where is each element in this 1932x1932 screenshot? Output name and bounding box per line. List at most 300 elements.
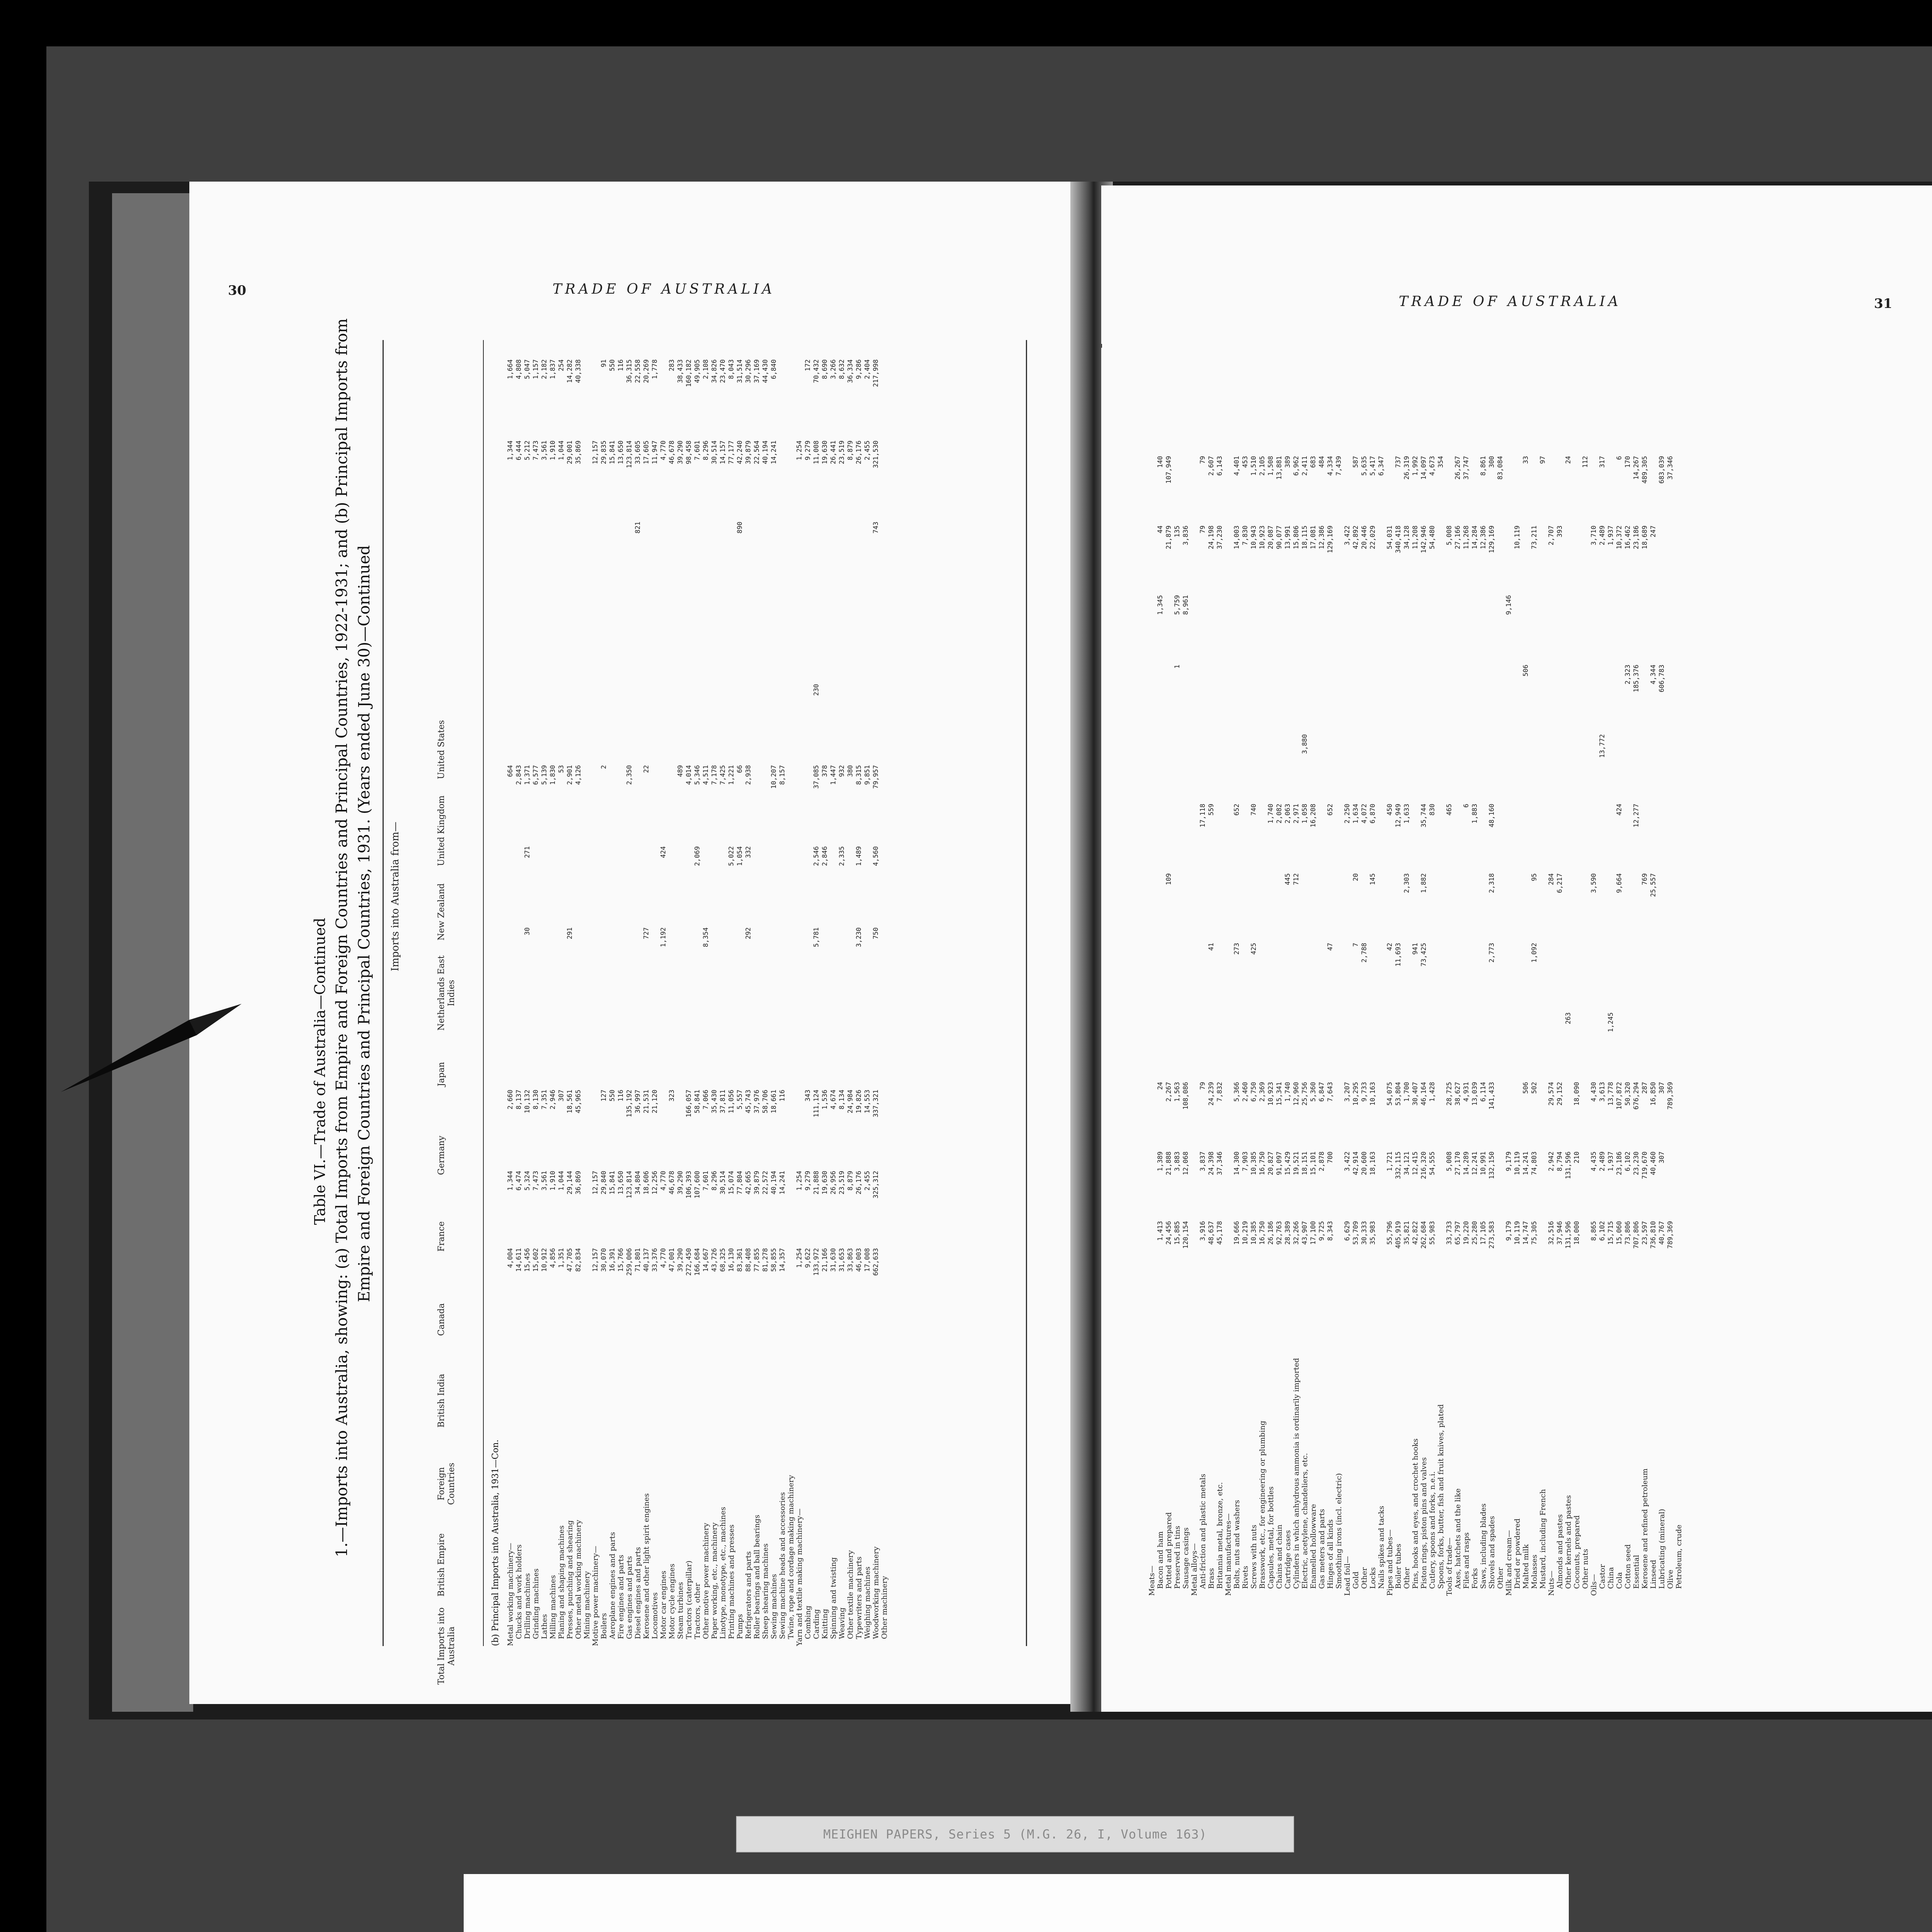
right-cell [1309,1012,1318,1066]
left-cell: 26,441 [830,440,837,464]
right-cell [1411,595,1420,649]
right-cell [1411,1012,1420,1066]
right-cell: 30,407 [1412,1082,1419,1106]
right-cell: 107,872 [1616,1082,1623,1110]
left-cell [668,603,676,661]
right-cell: 185,376 [1633,665,1640,692]
right-cell [1258,943,1267,997]
right-cell: 1,937 [1607,1151,1615,1172]
right-cell: 10,385 [1250,1221,1258,1245]
right-cell [1573,526,1581,580]
right-cell [1505,804,1513,858]
right-cell [1377,1082,1386,1136]
left-cell [515,1009,523,1066]
left-cell [515,927,523,985]
right-cell: 15,806 [1293,526,1300,549]
left-cell [591,359,600,417]
right-cell: 3,422 [1344,1151,1351,1172]
right-cell [1454,734,1462,788]
right-cell: 65,797 [1454,1221,1462,1245]
left-cell [846,1009,855,1066]
left-cell [617,603,625,661]
right-cell [1556,1012,1564,1066]
right-cell: 40,460 [1650,1151,1657,1175]
left-cell: 40,137 [643,1248,650,1272]
left-cell [778,522,787,580]
right-cell [1479,943,1488,997]
right-cell [1530,734,1539,788]
left-cell [804,1009,812,1066]
left-cell: 24,984 [847,1090,854,1114]
right-cell [1564,1082,1573,1136]
left-cell: 29,144 [566,1171,574,1195]
left-cell: 33,863 [847,1248,854,1272]
right-cell [1258,804,1267,858]
left-cell: 7,601 [694,440,701,461]
right-cell: 92,763 [1276,1221,1283,1245]
right-cell [1641,943,1649,997]
left-cell: 15,841 [609,440,616,464]
left-cell [753,927,761,985]
right-row-label: Lubricating (mineral) [1658,1509,1666,1589]
left-cell: 29,835 [600,440,608,464]
right-cell [1165,1012,1173,1066]
left-row-label: Knitting [821,1609,829,1639]
left-cell [549,927,557,985]
left-cell [574,603,583,661]
left-cell: 29,001 [566,440,574,464]
right-cell [1445,595,1454,649]
left-cell: 5,346 [694,765,701,785]
right-cell: 6 [1616,456,1623,460]
right-cell: 2,788 [1361,943,1368,963]
left-cell: 23,519 [838,440,846,464]
left-cell [685,1009,693,1066]
right-cell [1165,665,1173,719]
right-cell: 12,386 [1318,526,1326,549]
left-cell: 39,290 [677,1171,684,1195]
left-cell [778,684,787,742]
right-cell: 2,971 [1293,804,1300,824]
right-col-germany [1148,804,1658,858]
left-cell [532,927,540,985]
right-cell: 247 [1650,526,1657,537]
right-cell: 683,039 [1658,456,1666,484]
right-cell [1241,804,1250,858]
right-cell [1267,734,1275,788]
left-row-label: Woodworking machinery [872,1546,880,1639]
left-cell: 79,957 [872,765,880,789]
right-cell [1581,1221,1590,1275]
left-cell: 70,432 [813,359,820,383]
left-cell: 77,855 [753,1248,761,1272]
left-cell: 1,837 [549,359,557,379]
right-cell: 24 [1565,456,1572,464]
right-cell [1479,873,1488,927]
right-cell [1513,456,1522,510]
right-cell [1624,873,1632,927]
right-row-label: Molasses [1530,1554,1539,1589]
right-cell [1343,665,1352,719]
left-col-france [506,846,880,904]
right-cell [1250,1012,1258,1066]
right-cell [1581,943,1590,997]
right-cell: 11,268 [1463,526,1470,549]
left-cell: 7,425 [719,765,727,785]
right-cell: 34,121 [1403,1151,1411,1175]
right-cell: 10,119 [1514,526,1521,549]
right-cell [1607,456,1615,510]
left-cell: 9,279 [804,1171,812,1191]
right-cell [1318,873,1326,927]
right-cell: 14,300 [1233,1151,1241,1175]
left-cell [608,603,617,661]
left-cell: 22 [643,765,650,773]
right-cell [1309,734,1318,788]
left-cell [719,846,727,904]
left-cell: 1,344 [507,1171,514,1191]
left-cell [863,522,872,580]
right-cell: 35,821 [1403,1221,1411,1245]
left-cell: 42,665 [745,1171,752,1195]
right-cell: 16,850 [1650,1082,1657,1106]
right-cell [1224,943,1233,997]
left-cell [753,522,761,580]
left-cell: 8,315 [855,765,863,785]
right-cell [1182,804,1190,858]
right-cell [1513,804,1522,858]
right-row-label: Other [1403,1567,1411,1589]
left-cell [804,765,812,823]
right-cell [1199,873,1207,927]
left-cell: 8,137 [515,1090,523,1110]
table-caption-line-1: 1.—Imports into Australia, showing: (a) Total Imports from Empire and Foreign Countries and Principal Countries, 1922-1931; and (b) Principal Imports from [333,318,351,1557]
left-cell [540,684,549,742]
right-cell: 9,146 [1505,595,1513,615]
right-cell [1522,734,1530,788]
left-cell [787,1090,795,1148]
right-cell [1216,665,1224,719]
right-cell: 740 [1250,804,1258,816]
right-cell [1275,1012,1284,1066]
left-cell [668,1009,676,1066]
right-row-label: Malted milk [1522,1544,1530,1589]
left-cell [515,846,523,904]
right-row-label: Enamelled hollowware [1309,1504,1318,1589]
right-cell [1224,873,1233,927]
right-cell [1530,804,1539,858]
right-row-label: Screws with nuts [1250,1524,1258,1589]
right-cell [1309,943,1318,997]
left-cell [693,522,702,580]
right-cell [1513,1012,1522,1066]
left-cell: 82,834 [575,1248,582,1272]
left-cell [778,1009,787,1066]
right-cell [1437,1082,1445,1136]
left-cell: 8,130 [532,1090,540,1110]
right-col-total [1148,1221,1675,1275]
right-cell [1284,734,1292,788]
left-cell [574,846,583,904]
right-row-label: Milk and cream— [1505,1530,1513,1596]
left-cell [795,603,804,661]
left-cell: 88,408 [745,1248,752,1272]
left-cell [872,603,880,661]
right-cell: 652 [1233,804,1241,816]
left-row-label: Sheep shearing machines [761,1543,770,1639]
right-cell: 2,303 [1403,873,1411,893]
left-cell: 39,290 [677,440,684,464]
right-cell [1573,456,1581,510]
left-cell: 259,006 [626,1248,633,1276]
left-row-label: Paper working, etc., machinery [710,1522,719,1639]
left-col-total [506,1248,880,1310]
left-cell: 36,997 [634,1090,642,1114]
right-cell: 6,114 [1480,1082,1487,1102]
right-cell: 559 [1208,804,1215,816]
left-cell [855,522,863,580]
right-cell [1573,734,1581,788]
right-cell: 95 [1531,873,1538,881]
right-cell [1522,873,1530,927]
left-cell [608,765,617,823]
left-cell [668,846,676,904]
left-cell: 15,766 [617,1248,625,1272]
right-cell [1224,526,1233,580]
left-cell: 1,910 [549,440,557,461]
right-cell: 129,169 [1327,526,1334,553]
right-cell [1479,804,1488,858]
left-cell: 45,743 [745,1090,752,1114]
left-row-label: Motor cycle engines [668,1563,676,1639]
left-cell [591,927,600,985]
right-cell: 1,510 [1250,456,1258,476]
left-cell [642,846,651,904]
left-cell [668,927,676,985]
left-cell: 7,066 [702,1090,710,1110]
right-cell: 11,693 [1395,943,1402,967]
left-row-label: Sewing machines [770,1574,778,1639]
right-cell: 18,163 [1369,1151,1377,1175]
left-cell [608,846,617,904]
right-cell: 24,198 [1208,526,1215,549]
right-cell [1258,734,1267,788]
left-cell: 30,514 [719,1171,727,1195]
right-cell: 15,101 [1310,1151,1317,1175]
page-number-left: 30 [228,283,247,298]
right-cell [1488,595,1496,649]
left-cell: 46,003 [855,1248,863,1272]
right-cell [1199,665,1207,719]
left-cell [829,1009,838,1066]
left-cell: 2,846 [821,846,829,866]
left-cell [846,603,855,661]
right-cell [1539,1221,1547,1275]
right-cell [1564,804,1573,858]
left-cell: 2,182 [541,359,548,379]
left-cell: 45,965 [575,1090,582,1114]
left-cell [523,684,532,742]
right-cell [1556,734,1564,788]
left-cell [625,927,634,985]
right-row-label: Olive [1666,1570,1675,1589]
left-cell [702,846,710,904]
right-cell: 37,346 [1216,1151,1224,1175]
left-cell [583,603,591,661]
left-cell [566,684,574,742]
left-cell: 26,956 [830,1171,837,1195]
right-cell: 23,186 [1616,1151,1623,1175]
right-cell [1581,595,1590,649]
left-cell [761,765,770,823]
right-cell: 108,086 [1182,1082,1190,1110]
left-col-netherlands-east-indies [506,603,880,661]
left-cell: 5,212 [524,440,531,461]
left-cell [863,927,872,985]
right-cell [1224,1012,1233,1066]
right-col-united-kingdom [1148,526,1675,580]
right-cell [1377,804,1386,858]
left-cell [685,522,693,580]
right-cell [1462,873,1471,927]
right-cell [1250,734,1258,788]
right-row-label: Cylinders in which anhydrous ammonia is ordinarily imported [1292,1358,1301,1589]
left-cell: 36,315 [626,359,633,383]
right-cell [1343,1012,1352,1066]
right-cell [1335,943,1343,997]
left-cell [583,846,591,904]
left-cell: 307 [558,1090,565,1102]
right-row-label: Mustard, including French [1539,1489,1547,1589]
right-cell [1335,804,1343,858]
right-cell [1590,804,1598,858]
right-cell: 6,217 [1556,873,1564,893]
left-cell: 123,814 [626,1171,633,1199]
left-cell: 4,126 [575,765,582,785]
left-cell: 1,254 [796,1248,803,1268]
left-cell [727,522,736,580]
left-cell [727,927,736,985]
left-cell: 11,947 [651,440,659,464]
right-cell [1275,665,1284,719]
left-col-canada [506,927,880,985]
right-cell [1216,595,1224,649]
right-cell [1445,873,1454,927]
right-cell: 6,629 [1344,1221,1351,1241]
right-cell: 7,439 [1335,456,1343,476]
left-cell: 4,856 [549,1248,557,1268]
right-row-label: Tools of trade— [1445,1537,1454,1596]
right-cell [1454,665,1462,719]
right-cell: 13,991 [1284,526,1292,549]
left-cell: 424 [660,846,667,858]
right-col-empire [1148,1151,1675,1206]
left-cell [778,359,787,417]
left-cell: 12,157 [592,1248,599,1272]
right-cell: 15,341 [1276,1082,1283,1106]
right-cell [1250,873,1258,927]
left-cell [795,765,804,823]
right-cell [1369,1012,1377,1066]
right-row-label: Almonds and pastes [1556,1514,1564,1589]
left-cell [795,927,804,985]
right-cell: 941 [1412,943,1419,955]
left-cell [600,522,608,580]
left-cell [710,684,719,742]
right-cell: 2,707 [1548,526,1555,546]
left-cell [770,684,778,742]
right-row-label: Hinges of all kinds [1326,1519,1335,1589]
right-cell: 1,700 [1403,1082,1411,1102]
left-cell [710,522,719,580]
right-row-label: Cotton seed [1624,1544,1632,1589]
right-cell: 55,796 [1386,1221,1394,1245]
right-cell [1505,526,1513,580]
left-cell: 15,602 [532,1248,540,1272]
right-cell: 2,369 [1259,1082,1266,1102]
right-cell: 6,102 [1624,1151,1632,1172]
left-cell [676,684,685,742]
right-cell [1564,734,1573,788]
left-cell [744,522,753,580]
right-cell [1496,526,1505,580]
right-cell [1292,665,1301,719]
right-cell [1420,1012,1428,1066]
right-row-label: Bacon and ham [1156,1531,1165,1589]
right-cell [1666,1151,1675,1206]
left-row-label: Tractors, other [693,1583,702,1639]
left-row-label: Gas engines and parts [625,1556,634,1639]
right-col-new-zealand [1148,595,1666,649]
left-cell: 34,804 [634,1171,642,1195]
right-row-label: Spoons, forks, butter, fish and fruit knives, plated [1437,1404,1445,1589]
right-cell [1632,873,1641,927]
right-cell: 53,709 [1352,1221,1360,1245]
right-cell [1539,595,1547,649]
right-cell: 142,946 [1420,526,1428,553]
left-cell: 3,266 [830,359,837,379]
right-cell [1658,943,1666,997]
right-cell: 6,962 [1293,456,1300,476]
left-cell: 7,351 [541,1090,548,1110]
left-cell: 821 [634,522,642,534]
right-cell [1641,595,1649,649]
right-cell: 3,207 [1344,1082,1351,1102]
left-cell: 8,632 [838,359,846,379]
right-cell: 18,115 [1301,526,1309,549]
right-cell [1471,943,1479,997]
right-cell: 6,347 [1378,456,1385,476]
left-cell: 743 [872,522,880,534]
right-cell [1318,1012,1326,1066]
right-cell [1641,734,1649,788]
right-cell [1564,595,1573,649]
left-cell [574,684,583,742]
right-cell: 3,590 [1590,873,1598,893]
right-cell [1530,456,1539,510]
left-cell [872,1009,880,1066]
right-cell: 46,164 [1420,1082,1428,1106]
left-cell [557,603,566,661]
left-cell: 5,047 [524,359,531,379]
left-cell [506,846,515,904]
right-cell [1632,595,1641,649]
right-cell [1292,943,1301,997]
right-cell: 10,119 [1514,1221,1521,1245]
right-cell: 700 [1327,1151,1334,1163]
left-cell: 39,879 [745,440,752,464]
right-cell [1471,595,1479,649]
